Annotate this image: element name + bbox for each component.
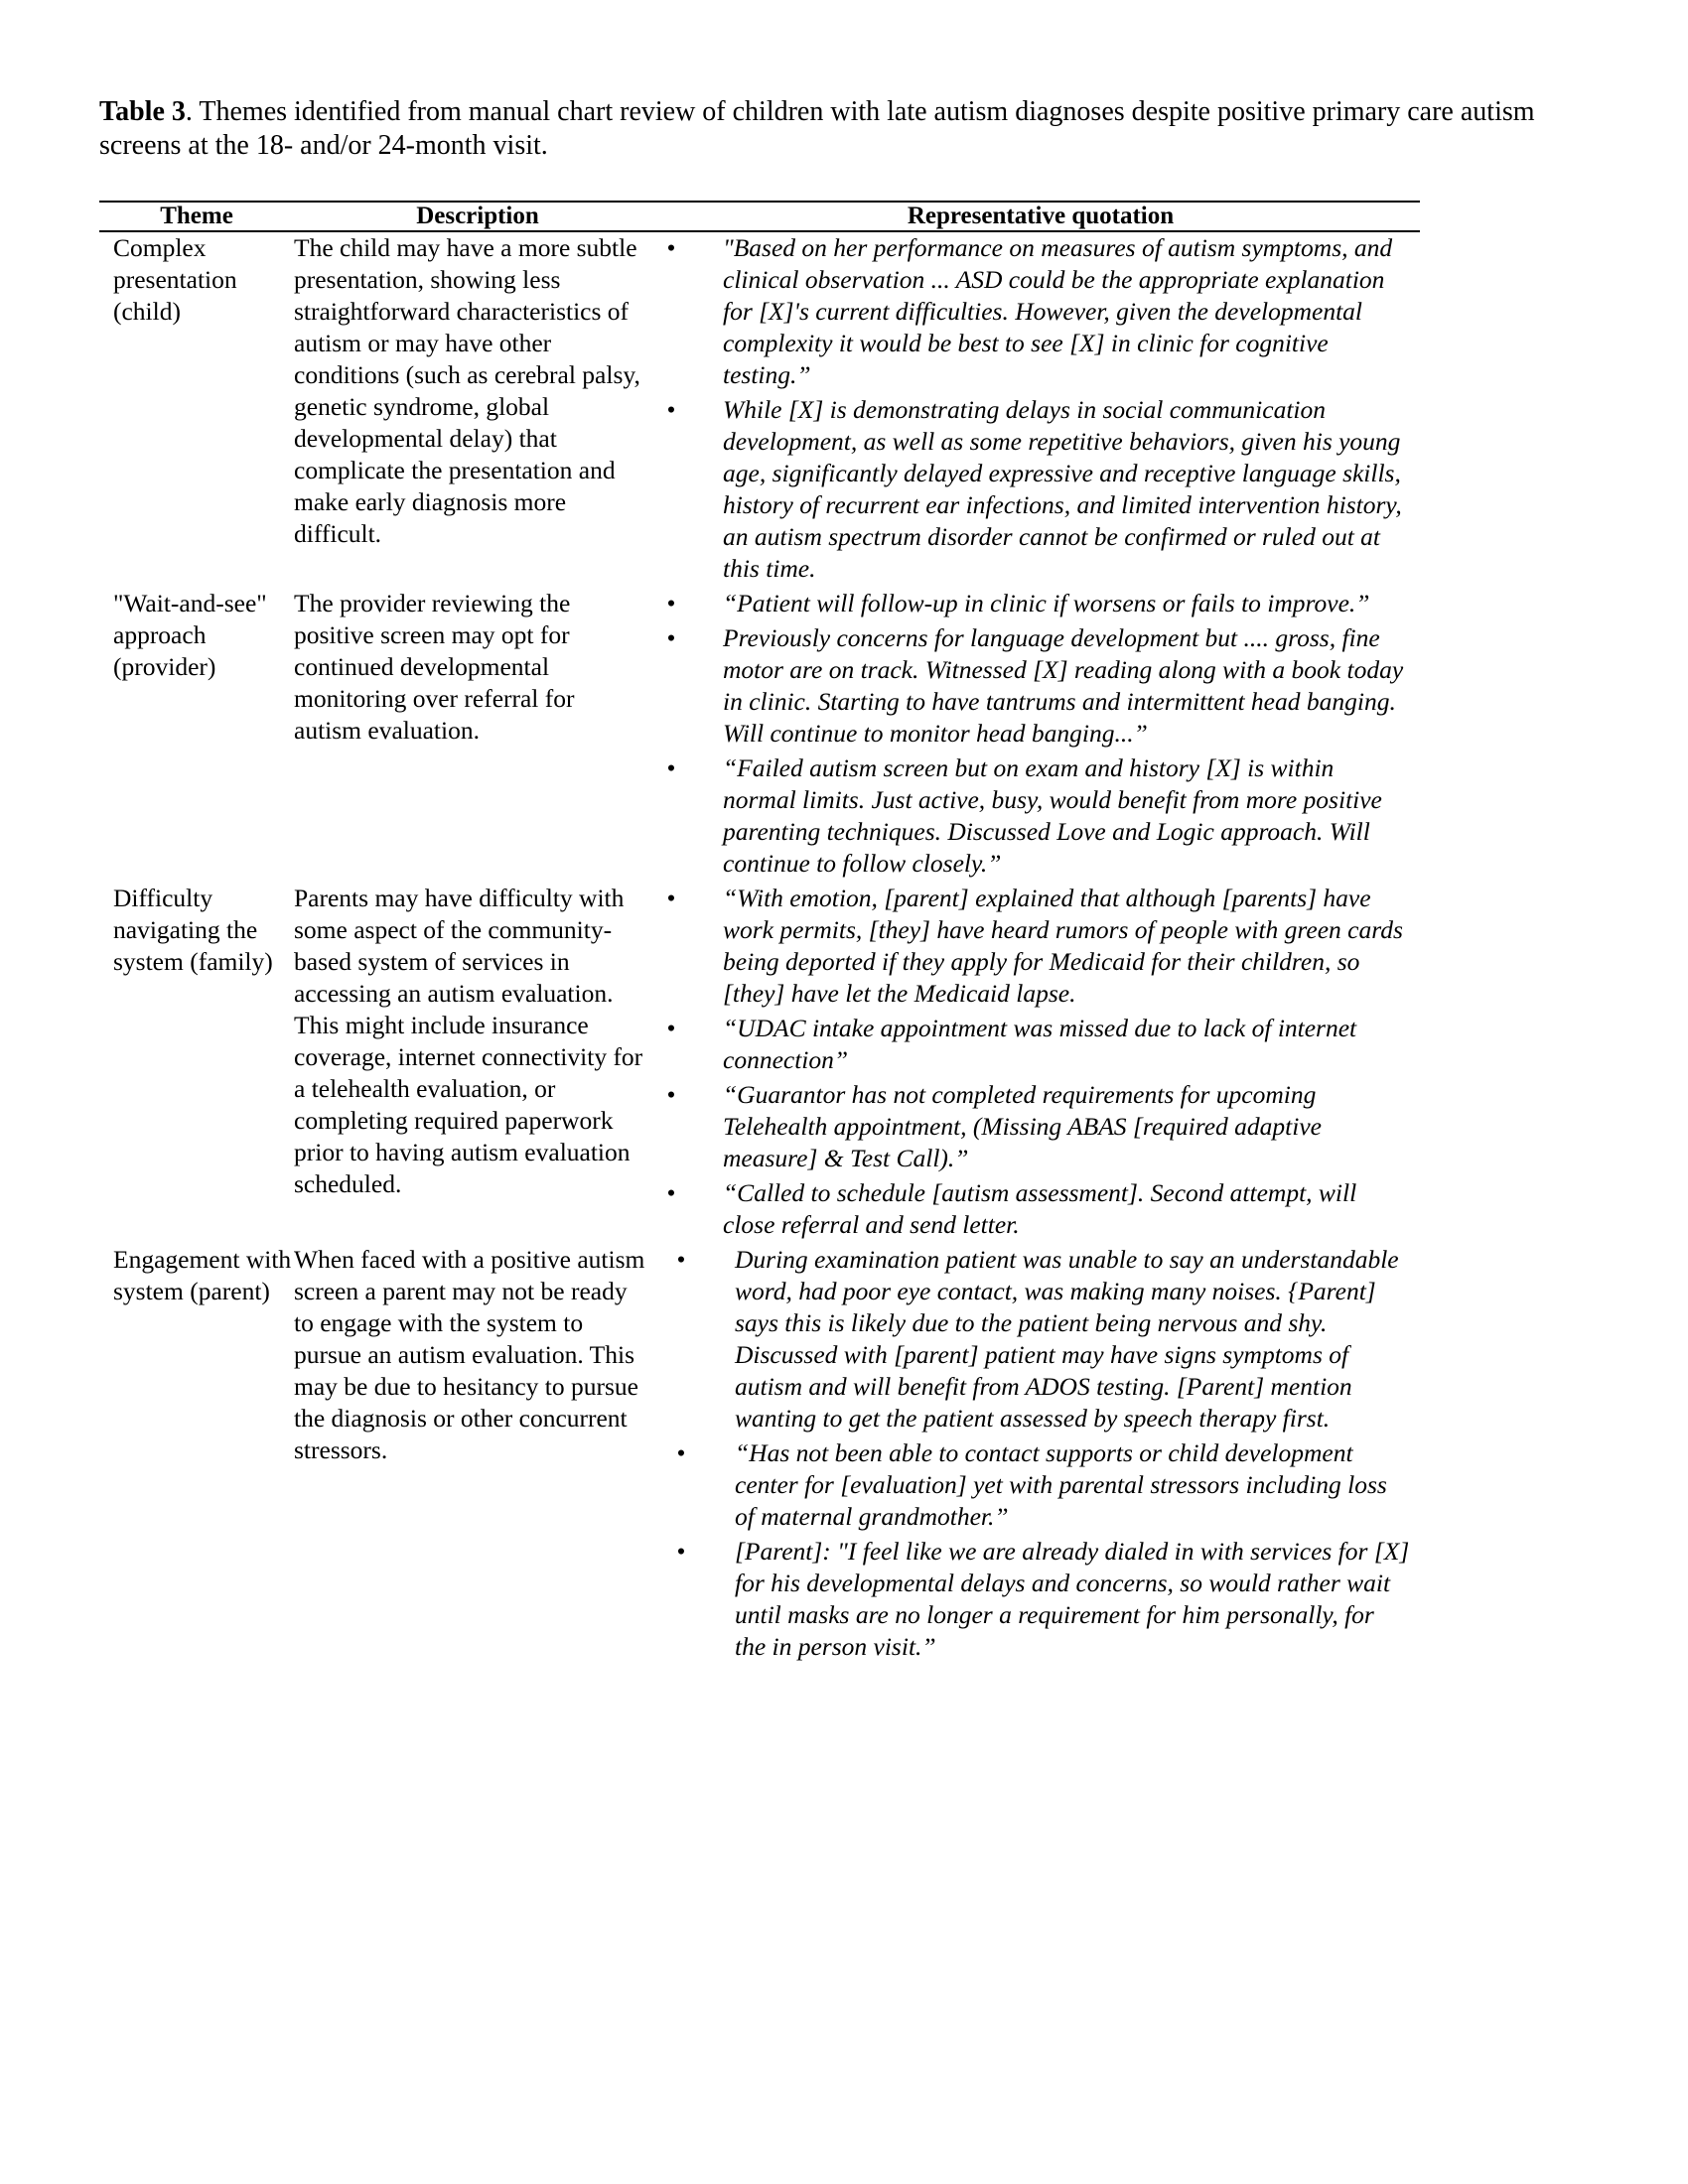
- bullet-icon: •: [666, 395, 676, 424]
- header-description: Description: [416, 203, 539, 229]
- table-header-row: [99, 203, 1420, 232]
- quotation-text: During examination patient was unable to say an understandable word, had poor eye contact, was making many noises. {Parent] says this is likely due to the patient being nervous and shy. Discussed with [parent] patient may have signs symptoms of autism and will benefit from ADOS testing. [Parent] mention wanting to get the patient assessed by speech therapy first.: [735, 1245, 1399, 1433]
- bullet-icon: •: [676, 1245, 686, 1274]
- header-theme: Theme: [160, 203, 233, 229]
- table-row: [99, 1244, 1420, 1666]
- table-label: Table 3: [99, 96, 186, 127]
- bullet-icon: •: [666, 753, 676, 782]
- bullet-icon: •: [666, 884, 676, 912]
- description-cell: The provider reviewing the positive screen may opt for continued developmental monitoring over referral for autism evaluation.: [294, 589, 575, 745]
- bullet-icon: •: [666, 1080, 676, 1109]
- themes-table: [99, 201, 1420, 1666]
- bullet-icon: •: [676, 1537, 686, 1566]
- quotation-text: Previously concerns for language development but .... gross, fine motor are on track. Witnessed [X] reading along with a book today in clinic. Starting to have tantrums and intermittent head banging. Will continue to monitor head banging...”: [723, 623, 1404, 748]
- quotation-item: [661, 1437, 1420, 1533]
- quotation-text: “Has not been able to contact supports or child development center for [evaluation] yet with parental stressors including loss of maternal grandmother.”: [735, 1438, 1387, 1531]
- quotation-item: [661, 752, 1420, 880]
- table-caption: [99, 95, 1609, 163]
- bullet-icon: •: [676, 1438, 686, 1467]
- quotation-text: “Guarantor has not completed requirements for upcoming Telehealth appointment, (Missing ABAS [required adaptive measure] & Test Call).”: [723, 1080, 1322, 1172]
- description-cell: When faced with a positive autism screen a parent may not be ready to engage with the system to pursue an autism evaluation. This may be due to hesitancy to pursue the diagnosis or other concurrent stressors.: [294, 1245, 645, 1464]
- quotation-cell: [661, 883, 1420, 1244]
- quotation-cell: [661, 232, 1420, 588]
- quotation-item: [661, 1244, 1420, 1434]
- quotation-item: [661, 232, 1420, 391]
- quotation-item: [661, 588, 1420, 619]
- quotation-text: "Based on her performance on measures of autism symptoms, and clinical observation ... ASD could be the appropriate explanation for [X]'s current difficulties. However, given the developmental complexity it would be best to see [X] in clinic for cognitive testing.”: [723, 233, 1393, 389]
- theme-cell: Complex presentation (child): [113, 233, 237, 326]
- table-row: [99, 883, 1420, 1244]
- quotation-item: [661, 1079, 1420, 1174]
- bullet-icon: •: [666, 623, 676, 652]
- quotation-item: [661, 883, 1420, 1010]
- description-cell: Parents may have difficulty with some aspect of the community-based system of services in accessing an autism evaluation. This might include insurance coverage, internet connectivity for a telehealth evaluation, or completing required paperwork prior to having autism evaluation scheduled.: [294, 884, 643, 1198]
- theme-cell: Difficulty navigating the system (family): [113, 884, 273, 976]
- quotation-text: While [X] is demonstrating delays in social communication development, as well as some repetitive behaviors, given his young age, significantly delayed expressive and receptive language skills, history of recurrent ear infections, and limited intervention history, an autism spectrum disorder cannot be confirmed or ruled out at this time.: [723, 395, 1402, 583]
- bullet-icon: •: [666, 1178, 676, 1207]
- quotation-cell: [661, 588, 1420, 883]
- theme-cell: "Wait-and-see" approach (provider): [113, 589, 267, 681]
- theme-cell: Engagement with system (parent): [113, 1245, 292, 1305]
- quotation-item: [661, 394, 1420, 585]
- bullet-icon: •: [666, 589, 676, 617]
- description-cell: The child may have a more subtle presentation, showing less straightforward characteristics of autism or may have other conditions (such as cerebral palsy, genetic syndrome, global developmental delay) that complicate the presentation and make early diagnosis more difficult.: [294, 233, 640, 548]
- quotation-text: “Failed autism screen but on exam and history [X] is within normal limits. Just active, busy, would benefit from more positive parenting techniques. Discussed Love and Logic approach. Will continue to follow closely.”: [723, 753, 1382, 878]
- table-caption-text: . Themes identified from manual chart review of children with late autism diagnoses despite positive primary care autism screens at the 18- and/or 24-month visit.: [99, 96, 1535, 161]
- bullet-icon: •: [666, 233, 676, 262]
- quotation-item: [661, 1013, 1420, 1076]
- quotation-cell: [661, 1244, 1420, 1666]
- quotation-item: [661, 1536, 1420, 1663]
- table-row: [99, 588, 1420, 883]
- header-representative-quotation: Representative quotation: [907, 203, 1175, 229]
- quotation-text: “Called to schedule [autism assessment]. Second attempt, will close referral and send letter.: [723, 1178, 1357, 1239]
- quotation-text: “UDAC intake appointment was missed due to lack of internet connection”: [723, 1014, 1357, 1074]
- bullet-icon: •: [666, 1014, 676, 1042]
- quotation-text: [Parent]: "I feel like we are already dialed in with services for [X] for his developmental delays and concerns, so would rather wait until masks are no longer a requirement for him personally, for the in person visit.”: [735, 1537, 1410, 1661]
- quotation-text: “Patient will follow-up in clinic if worsens or fails to improve.”: [723, 589, 1370, 617]
- table-row: [99, 232, 1420, 588]
- quotation-item: [661, 1177, 1420, 1241]
- quotation-text: “With emotion, [parent] explained that although [parents] have work permits, [they] have heard rumors of people with green cards being deported if they apply for Medicaid for their children, so [they] have let the Medicaid lapse.: [723, 884, 1403, 1008]
- quotation-item: [661, 622, 1420, 750]
